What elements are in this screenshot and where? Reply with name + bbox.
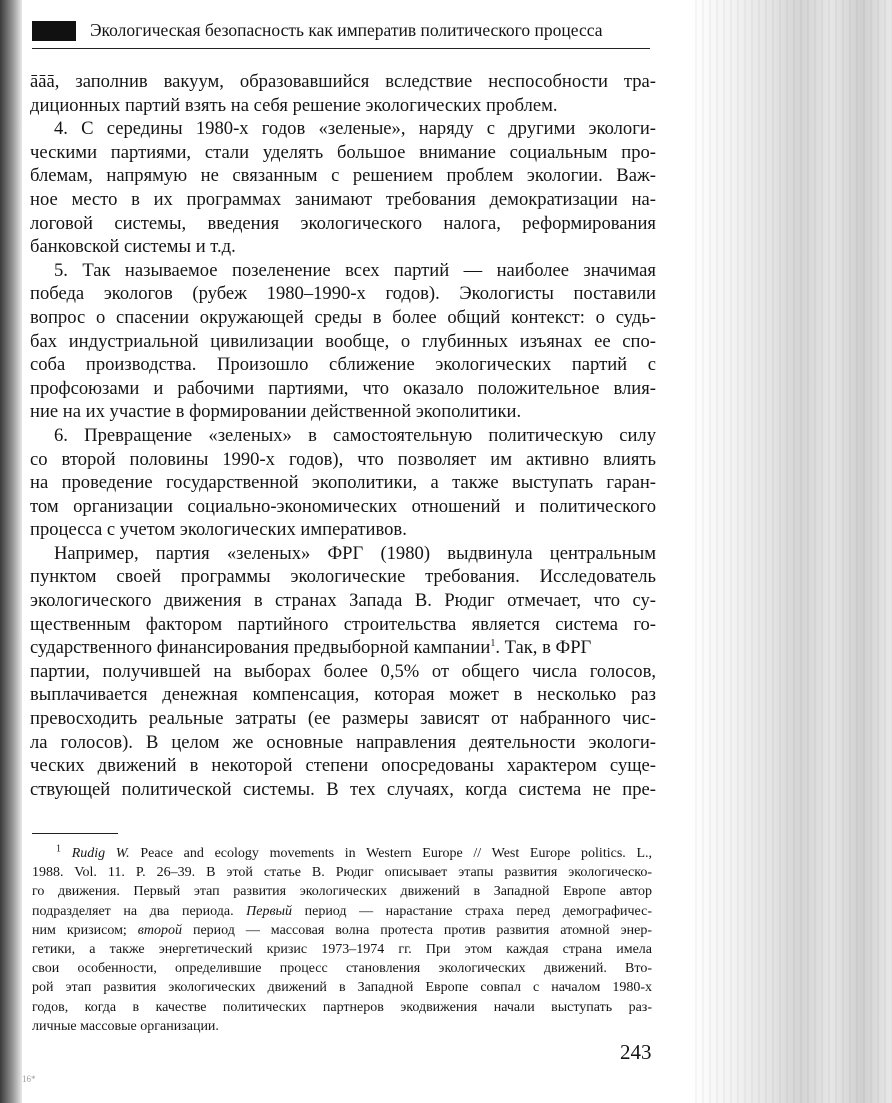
text-line: пунктом своей программы экологические требования. Исследователь (30, 566, 656, 588)
text-line: экологического движения в странах Запада В. Рюдиг отмечает, что су- (30, 590, 656, 612)
text-fragment: Peace and ecology movements in Western Europe // West Europe politics. L., (129, 846, 652, 861)
footnote-line: гетики, а также энергетический кризис 1973–1974 гг. При этом каждая страна имела (32, 941, 652, 957)
text-line: логовой системы, введения экологического налога, реформирования (30, 212, 656, 234)
footnote-line: го движения. Первый этап развития экологических движений в Западной Европе автор (32, 884, 652, 900)
footnote-marker: 1 (56, 844, 61, 855)
text-line: победа экологов (рубеж 1980–1990-х годов). Экологисты поставили (30, 283, 656, 305)
text-line: диционных партий взять на себя решение экологических проблем. (30, 94, 558, 116)
text-line: Например, партия «зеленых» ФРГ (1980) выдвинула центральным (54, 542, 656, 564)
footnote-line: годов, когда в качестве политических партнеров экодвижения начали выступать раз- (32, 999, 652, 1015)
book-page-edges (690, 0, 892, 1103)
footnote-line: свои особенности, определившие процесс становления экологических движений. Вто- (32, 961, 652, 977)
text-line: ческих движений в некоторой степени опосредованы характером суще- (30, 755, 656, 777)
text-line: ческими партиями, стали уделять большое внимание социальным про- (30, 141, 656, 163)
footnote-reference: 1 (490, 638, 496, 650)
running-header (32, 18, 650, 49)
text-line: ние на их участие в формировании действенной экополитики. (30, 401, 522, 423)
text-line: превосходить реальные затраты (ее размеры зависят от набранного чис- (30, 708, 656, 730)
text-fragment: подразделяет на два периода. (32, 903, 247, 919)
chapter-tag (32, 21, 76, 41)
text-line: партии, получившей на выборах более 0,5% от общего числа голосов, (30, 660, 656, 682)
footnote-line (32, 902, 652, 921)
text-line: соба производства. Произошло сближение экологических партий с (30, 354, 656, 376)
text-line: щественным фактором партийного строительства является система го- (30, 613, 656, 635)
text-line: профсоюзами и рабочими партиями, что оказало положительное влия- (30, 377, 656, 399)
text-line: на проведение государственной экополитики, а также выступать гаран- (30, 472, 656, 494)
running-header-title: Экологическая безопасность как императив политического процесса (90, 20, 603, 40)
text-fragment: период — массовая волна протеста против развития атомной энер- (181, 922, 652, 938)
text-line: 4. С середины 1980-х годов «зеленые», наряду с другими экологи- (54, 118, 656, 140)
text-line: процесса с учетом экологических императивов. (30, 519, 407, 541)
footnote (32, 844, 652, 1036)
text-fragment: . Так, в ФРГ (495, 637, 592, 659)
main-text (30, 70, 656, 801)
text-line: банковской системы и т.д. (30, 236, 236, 258)
text-line: со второй половины 1990-х годов), что позволяет им активно влиять (30, 448, 656, 470)
book-gutter-shadow (0, 0, 22, 1103)
footnote-line: личные массовые организации. (32, 1018, 219, 1034)
text-fragment: период — нарастание страха перед демографичес- (292, 903, 652, 919)
text-line: ное место в их программах занимают требования демократизации на- (30, 188, 656, 210)
footnote-line (32, 844, 652, 863)
text-line: āāā, заполнив вакуум, образовавшийся вследствие неспособности тра- (30, 71, 656, 92)
emphasis-first: Первый (246, 903, 293, 919)
text-line: выплачивается денежная компенсация, которая может в несколько раз (30, 684, 656, 706)
text-line: ла голосов). В целом же основные направления деятельности экологи- (30, 731, 656, 753)
page-number: 243 (620, 1040, 652, 1064)
text-line: вопрос о спасении окружающей среды в более общий контекст: о судь- (30, 306, 656, 328)
footnote-line: 1988. Vol. 11. P. 26–39. В этой статье В. Рюдиг описывает этапы развития экологическо- (32, 865, 652, 881)
text-line: 5. Так называемое позеленение всех партий — наиболее значимая (54, 259, 656, 281)
emphasis-second: второй (137, 922, 182, 938)
text-fragment: ним кризисом; (32, 922, 138, 938)
footnote-line: рой этап развития экологических движений в Западной Европе совпал с началом 1980-х (32, 980, 652, 996)
text-line: ствующей политической системы. В тех случаях, когда система не пре- (30, 778, 656, 800)
footnote-divider (32, 833, 118, 834)
signature-mark: 16* (22, 1074, 36, 1084)
footnote-line (32, 921, 652, 940)
footnote-author: Rudig W. (71, 846, 130, 861)
text-line (30, 636, 656, 660)
text-line: блемам, напрямую не связанным с решением проблем экологии. Важ- (30, 165, 656, 187)
text-line: 6. Превращение «зеленых» в самостоятельную политическую силу (54, 424, 656, 446)
text-fragment: сударственного финансирования предвыборной кампании (30, 637, 491, 659)
text-line: бах индустриальной цивилизации вообще, о глубинных изъянах ее спо- (30, 330, 656, 352)
text-line: том организации социально-экономических отношений и политического (30, 495, 656, 517)
